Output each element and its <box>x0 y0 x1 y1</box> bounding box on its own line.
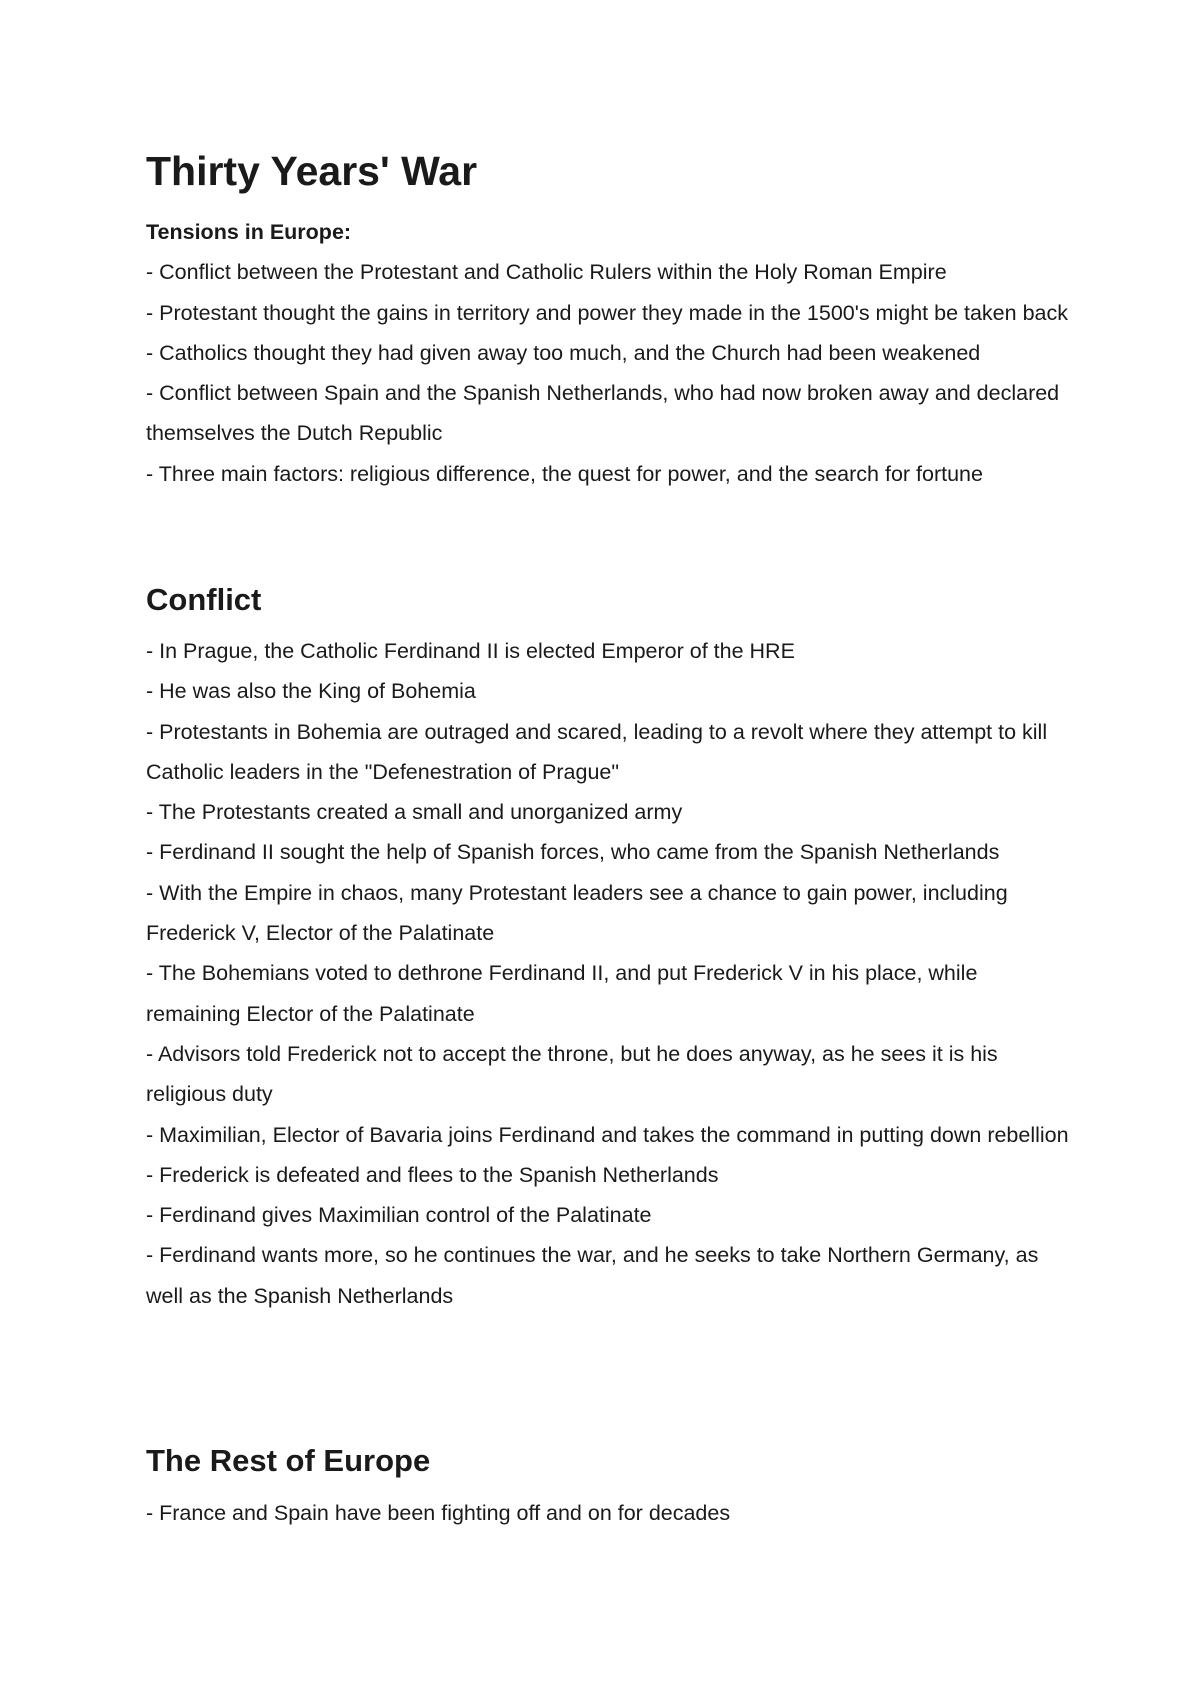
list-item: - Conflict between Spain and the Spanish Netherlands, who had now broken away and declared themselves the Dutch Republic <box>146 381 1060 446</box>
list-item: - In Prague, the Catholic Ferdinand II is elected Emperor of the HRE <box>146 639 795 663</box>
conflict-section <box>146 631 1071 1316</box>
rest-of-europe-heading: The Rest of Europe <box>146 1443 431 1478</box>
list-item: - Advisors told Frederick not to accept the throne, but he does anyway, as he sees it is his religious duty <box>146 1041 998 1107</box>
list-item: - Ferdinand II sought the help of Spanish forces, who came from the Spanish Netherlands <box>146 840 1000 865</box>
list-item: - Ferdinand gives Maximilian control of the Palatinate <box>146 1203 652 1228</box>
list-item: - The Bohemians voted to dethrone Ferdinand II, and put Frederick V in his place, while remaining Elector of the Palatinate <box>146 961 978 1026</box>
list-item: - Ferdinand wants more, so he continues the war, and he seeks to take Northern Germany, as well as the Spanish Netherlands <box>146 1243 1039 1308</box>
list-item: - Protestants in Bohemia are outraged and scared, leading to a revolt where they attempt to kill Catholic leaders in the "Defenestration of Prague" <box>146 719 1048 784</box>
tensions-section <box>146 212 1071 494</box>
list-item: - Catholics thought they had given away too much, and the Church had been weakened <box>146 340 981 365</box>
list-item: - With the Empire in chaos, many Protestant leaders see a chance to gain power, including Frederick V, Elector of the Palatinate <box>146 880 1008 946</box>
list-item: - Conflict between the Protestant and Catholic Rulers within the Holy Roman Empire <box>146 260 947 285</box>
page-title: Thirty Years' War <box>146 148 478 194</box>
tensions-subheading: Tensions in Europe: <box>146 220 352 244</box>
list-item: - He was also the King of Bohemia <box>146 679 476 704</box>
list-item: - Maximilian, Elector of Bavaria joins Ferdinand and takes the command in putting down rebellion <box>146 1122 1069 1147</box>
list-item: - Three main factors: religious difference, the quest for power, and the search for fortune <box>146 461 983 486</box>
list-item: - Protestant thought the gains in territory and power they made in the 1500's might be taken back <box>146 300 1068 325</box>
list-item: - France and Spain have been fighting off and on for decades <box>146 1501 731 1525</box>
list-item: - Frederick is defeated and flees to the Spanish Netherlands <box>146 1162 719 1187</box>
conflict-heading: Conflict <box>146 582 262 617</box>
list-item: - The Protestants created a small and unorganized army <box>146 800 683 825</box>
rest-of-europe-section <box>146 1493 1071 1533</box>
